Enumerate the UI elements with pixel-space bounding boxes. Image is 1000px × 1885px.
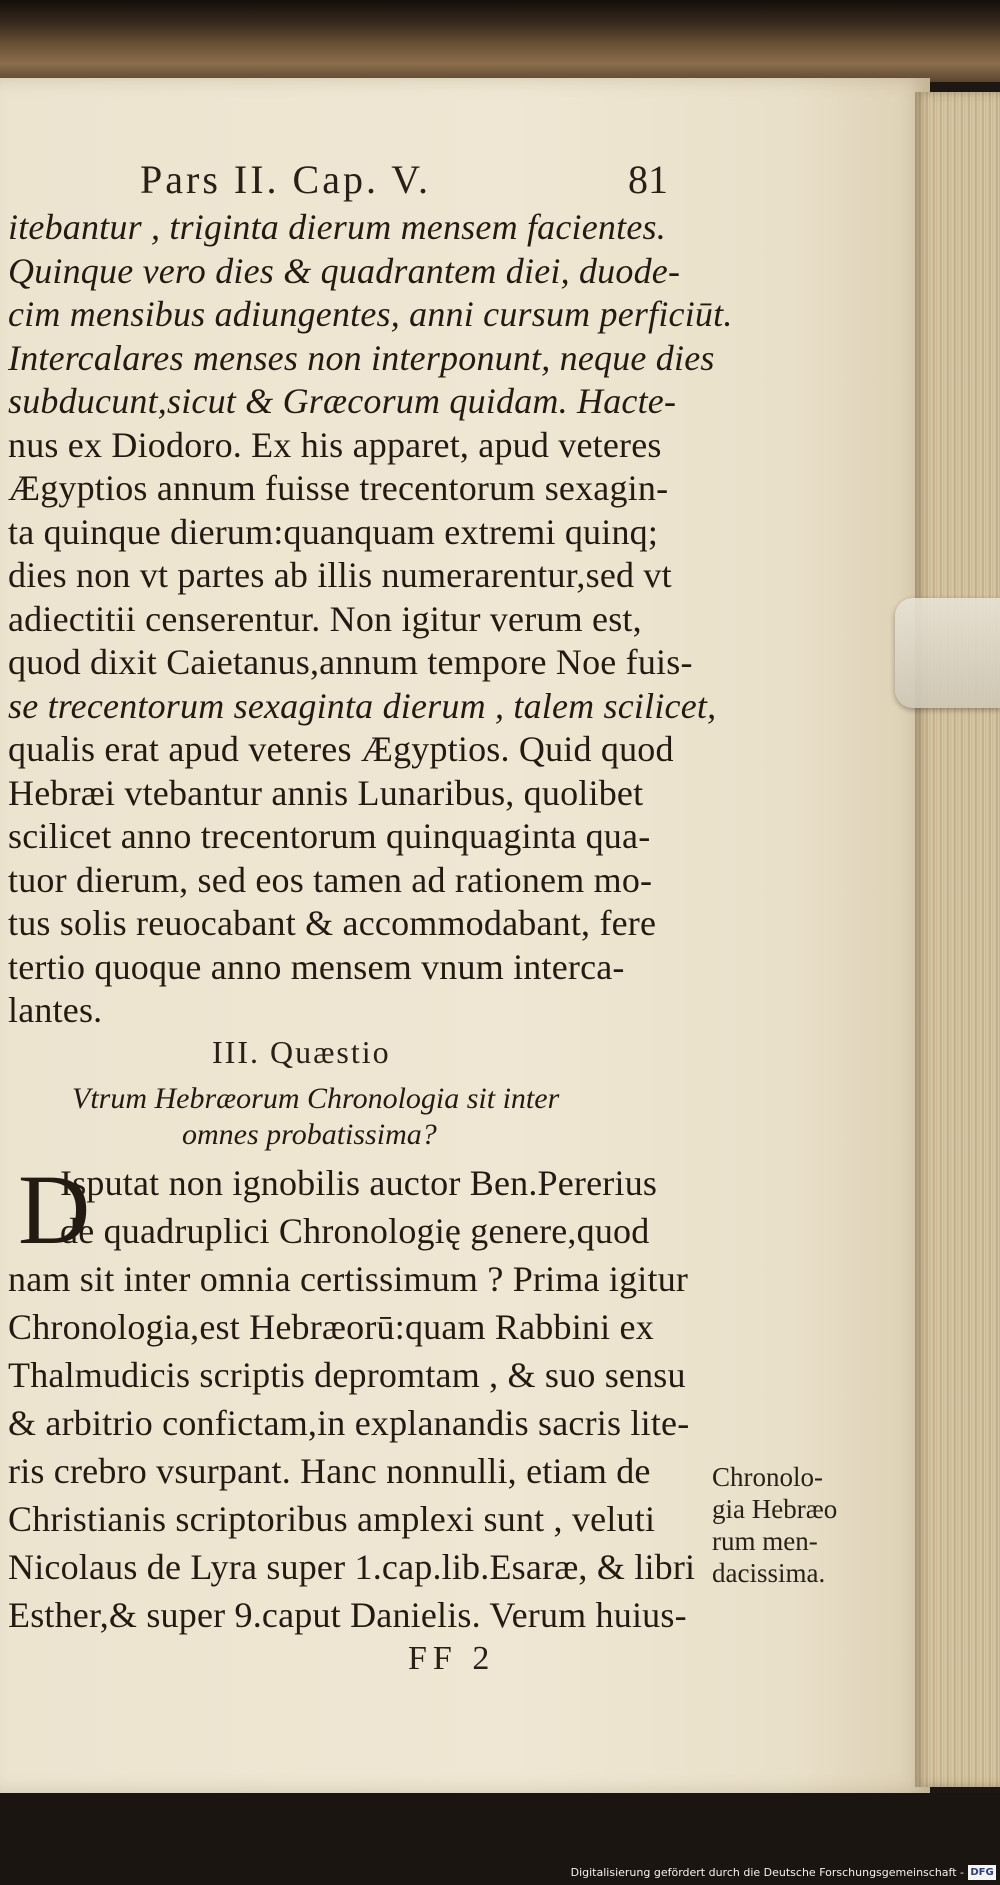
question-heading: III. Quæstio bbox=[212, 1034, 391, 1070]
text-line: Ægyptios annum fuisse trecentorum sexagin- bbox=[8, 468, 669, 508]
digitization-footer bbox=[570, 1862, 1000, 1885]
dfg-logo: DFG bbox=[968, 1865, 996, 1880]
text-line: subducunt,sicut & Græcorum quidam. Hacte- bbox=[8, 381, 677, 421]
page-clip bbox=[895, 598, 1000, 708]
text-line: tertio quoque anno mensem vnum interca- bbox=[8, 946, 625, 987]
text-line: Nicolaus de Lyra super 1.cap.lib.Esaræ, & libri bbox=[8, 1547, 696, 1587]
margin-note-line: rum men- bbox=[712, 1526, 818, 1556]
margin-note-line: gia Hebræo bbox=[712, 1494, 838, 1524]
margin-note-line: dacissima. bbox=[712, 1558, 826, 1588]
text-line: qualis erat apud veteres Ægyptios. Quid quod bbox=[8, 729, 674, 769]
book-top-edge bbox=[0, 0, 1000, 82]
question-title-line-2: omnes probatissima? bbox=[182, 1118, 437, 1151]
text-line: cim mensibus adiungentes, anni cursum perficiūt. bbox=[8, 294, 733, 334]
text-line: de quadruplici Chronologię genere,quod bbox=[60, 1211, 650, 1251]
text-line: dies non vt partes ab illis numerarentur,sed vt bbox=[8, 555, 672, 595]
text-line: nam sit inter omnia certissimum ? Prima igitur bbox=[8, 1259, 689, 1299]
running-head: Pars II. Cap. V. bbox=[140, 157, 431, 202]
text-line: itebantur , triginta dierum mensem facientes. bbox=[8, 207, 666, 247]
text-line: lantes. bbox=[8, 990, 103, 1030]
page-edges bbox=[915, 92, 1000, 1787]
text-line: Hebræi vtebantur annis Lunaribus, quolibet bbox=[8, 772, 644, 813]
text-line: adiectitii censerentur. Non igitur verum est, bbox=[8, 598, 642, 639]
text-line: Chronologia,est Hebræorū:quam Rabbini ex bbox=[8, 1307, 654, 1347]
text-line: & arbitrio confictam,in explanandis sacris lite- bbox=[8, 1403, 690, 1443]
text-line: tuor dierum, sed eos tamen ad rationem mo- bbox=[8, 859, 653, 900]
signature-mark: FF 2 bbox=[408, 1640, 496, 1677]
text-line: scilicet anno trecentorum quinquaginta qua- bbox=[8, 816, 651, 856]
text-line: Intercalares menses non interponunt, neque dies bbox=[8, 337, 715, 378]
text-line: Thalmudicis scriptis depromtam , & suo sensu bbox=[8, 1355, 686, 1395]
text-line: nus ex Diodoro. Ex his apparet, apud veteres bbox=[8, 424, 662, 465]
text-line: Christianis scriptoribus amplexi sunt , veluti bbox=[8, 1499, 656, 1539]
text-line: ris crebro vsurpant. Hanc nonnulli, etiam de bbox=[8, 1451, 651, 1491]
text-line: Esther,& super 9.caput Danielis. Verum huius- bbox=[8, 1595, 687, 1635]
drop-capital: D bbox=[18, 1154, 91, 1265]
text-line: quod dixit Caietanus,annum tempore Noe fuis- bbox=[8, 642, 693, 682]
text-line: se trecentorum sexaginta dierum , talem scilicet, bbox=[8, 685, 717, 726]
text-line: tus solis reuocabant & accommodabant, fere bbox=[8, 903, 657, 943]
margin-note-line: Chronolo- bbox=[712, 1462, 823, 1492]
text-line: Quinque vero dies & quadrantem diei, duode- bbox=[8, 250, 681, 291]
page-number: 81 bbox=[628, 157, 668, 202]
footer-credit: Digitalisierung gefördert durch die Deutsche Forschungsgemeinschaft - bbox=[570, 1866, 964, 1879]
text-line: Isputat non ignobilis auctor Ben.Pererius bbox=[60, 1163, 658, 1203]
question-title-line-1: Vtrum Hebræorum Chronologia sit inter bbox=[72, 1082, 560, 1115]
text-line: ta quinque dierum:quanquam extremi quinq; bbox=[8, 511, 659, 552]
